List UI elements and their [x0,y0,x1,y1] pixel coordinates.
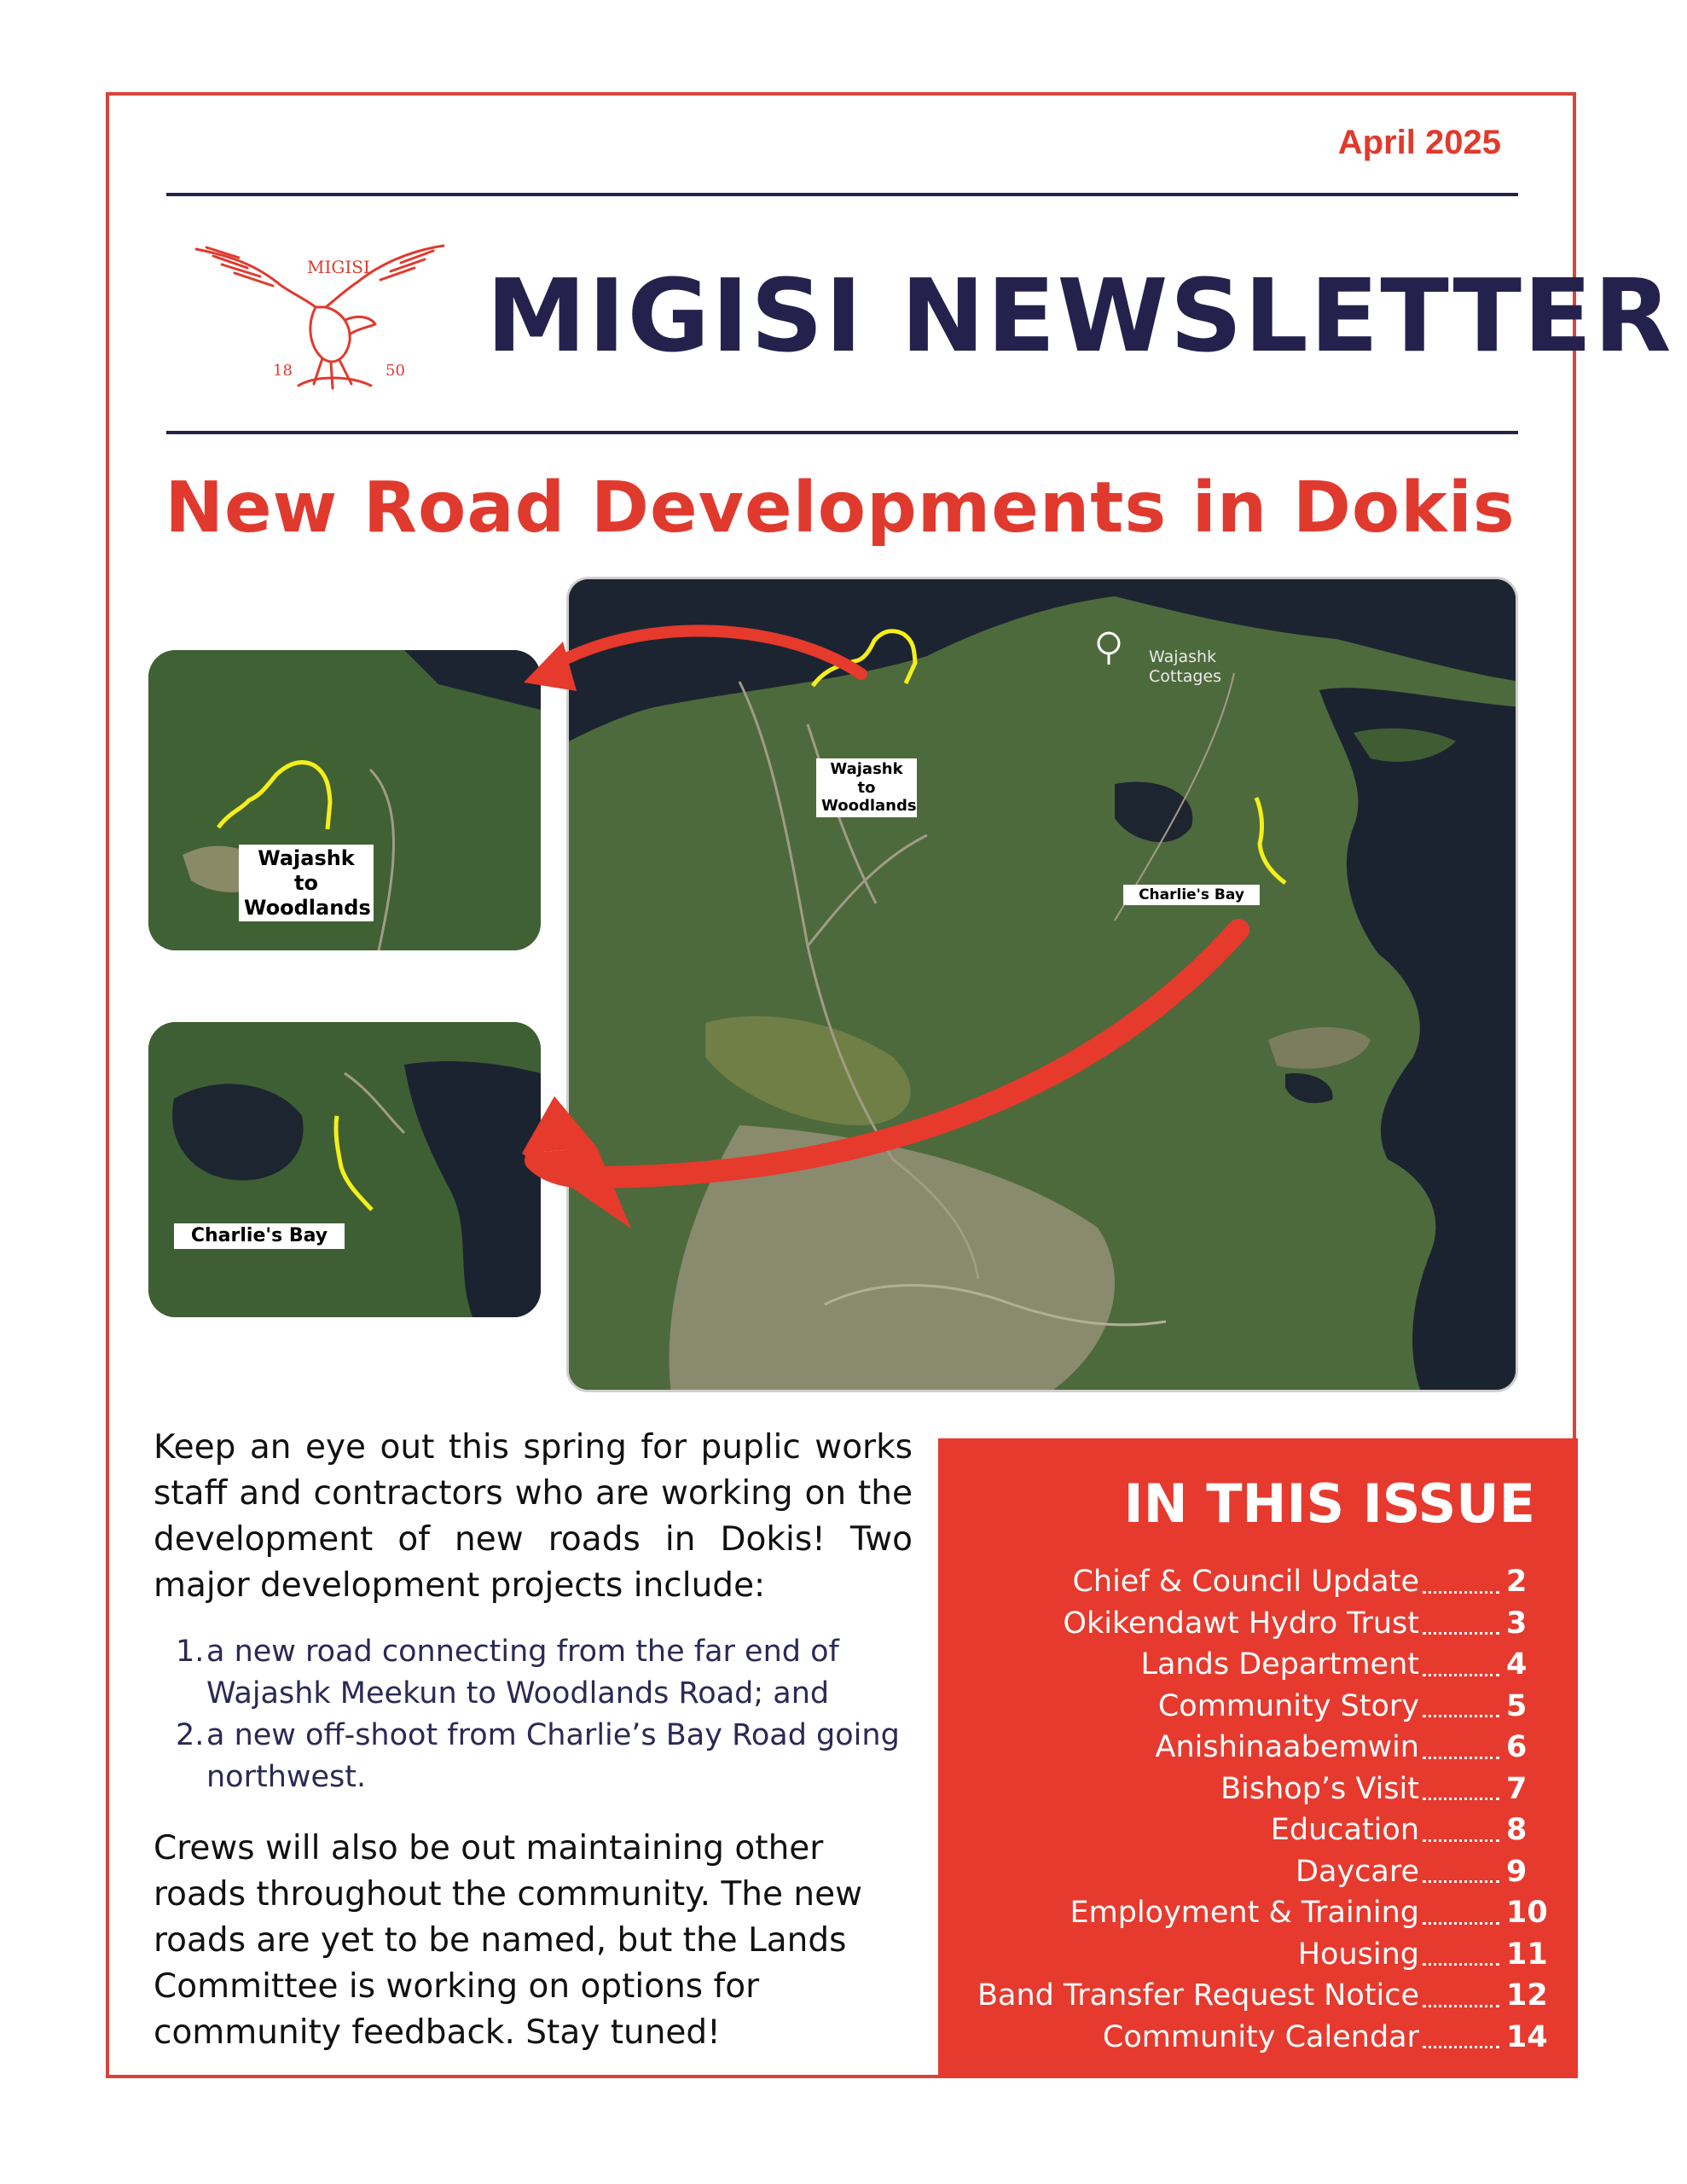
toc-page: 12 [1506,1978,1548,2013]
toc-title: Anishinaabemwin [1155,1730,1419,1764]
migisi-eagle-logo [188,239,452,401]
list-text: a new off-shoot from Charlie’s Bay Road going northwest. [206,1718,900,1794]
toc-page: 2 [1506,1565,1528,1599]
toc-leader [1423,1963,1499,1966]
toc-leader [1423,1632,1499,1635]
toc-page: 3 [1506,1606,1528,1641]
toc-item[interactable] [977,1934,1548,1976]
inset-label-woodlands: Wajashk to Woodlands [239,845,374,921]
toc-leader [1423,1798,1499,1800]
inset-label-charlies-bay: Charlie's Bay [174,1223,345,1249]
toc-page: 8 [1506,1813,1528,1847]
map-inset-woodlands [148,650,541,950]
toc-leader [1423,1757,1499,1759]
toc-title: Chief & Council Update [1072,1565,1419,1599]
logo-text: MIGISI [307,257,370,277]
toc-title: Education [1270,1813,1419,1847]
newsletter-title: MIGISI NEWSLETTER [486,257,1673,375]
toc-item[interactable] [977,1727,1544,1769]
toc-leader [1423,2005,1499,2007]
toc-item[interactable] [977,1809,1544,1851]
toc-leader [1423,1880,1499,1883]
toc-page: 10 [1506,1896,1548,1930]
toc-page: 5 [1506,1688,1528,1723]
toc-leader [1423,1591,1499,1594]
list-item [176,1715,930,1798]
toc-title: Bishop’s Visit [1220,1771,1419,1806]
masthead-divider [166,431,1518,434]
logo-year-right: 50 [386,362,405,380]
map-label-charlies-bay: Charlie's Bay [1123,885,1260,905]
article-outro: Crews will also be out maintaining other roads throughout the community. The new roads are yet to be named, but the Lands Committee is working on options for community feedback. Stay tuned! [154,1829,863,2052]
toc-title: Employment & Training [1070,1896,1419,1930]
toc-item[interactable] [977,1561,1544,1603]
toc-page: 14 [1506,2019,1548,2054]
article-headline: New Road Developments in Dokis [165,468,1516,549]
toc-leader [1423,1922,1499,1925]
toc-item[interactable] [977,1851,1544,1893]
map-place-label: Wajashk Cottages [1149,648,1222,686]
map-inset-charlies-bay [148,1022,541,1317]
toc-page: 11 [1506,1937,1548,1972]
article-intro: Keep an eye out this spring for puplic works staff and contractors who are working on the development of new roads in Dokis! Two major development projects include: [154,1428,913,1605]
toc-item[interactable] [977,2017,1548,2059]
toc-leader [1423,1715,1499,1717]
inset-map-image [148,1022,541,1317]
toc-title: Housing [1297,1937,1419,1972]
list-item [176,1631,930,1715]
toc-title: Community Story [1157,1688,1419,1723]
toc-item[interactable] [977,1892,1548,1934]
toc-item[interactable] [977,1644,1544,1686]
toc-title: Community Calendar [1102,2019,1419,2054]
satellite-map-main [566,577,1518,1392]
toc-title: Okikendawt Hydro Trust [1063,1606,1419,1641]
in-this-issue-panel [938,1438,1578,2078]
list-text: a new road connecting from the far end of Wajashk Meekun to Woodlands Road; and [206,1635,839,1711]
logo-year-left: 18 [273,362,293,380]
top-divider [166,193,1518,196]
satellite-map-image [569,579,1518,1392]
in-this-issue-title: IN THIS ISSUE [1123,1472,1535,1535]
toc-item[interactable] [977,1975,1548,2017]
toc-title: Lands Department [1140,1647,1419,1682]
list-number: 2. [176,1718,205,1752]
toc-page: 9 [1506,1854,1528,1889]
project-list [176,1631,930,1798]
map-label-woodlands: Wajashk to Woodlands [816,758,917,817]
table-of-contents [977,1561,1548,2058]
issue-date: April 2025 [1337,124,1501,161]
toc-title: Daycare [1296,1854,1419,1889]
toc-item[interactable] [977,1686,1544,1728]
toc-page: 4 [1506,1647,1528,1682]
toc-leader [1423,2046,1499,2048]
toc-title: Band Transfer Request Notice [977,1978,1419,2013]
toc-page: 7 [1506,1771,1528,1806]
toc-page: 6 [1506,1730,1528,1764]
toc-item[interactable] [977,1603,1544,1645]
toc-leader [1423,1674,1499,1676]
list-number: 1. [176,1635,205,1669]
toc-item[interactable] [977,1769,1544,1810]
toc-leader [1423,1839,1499,1842]
